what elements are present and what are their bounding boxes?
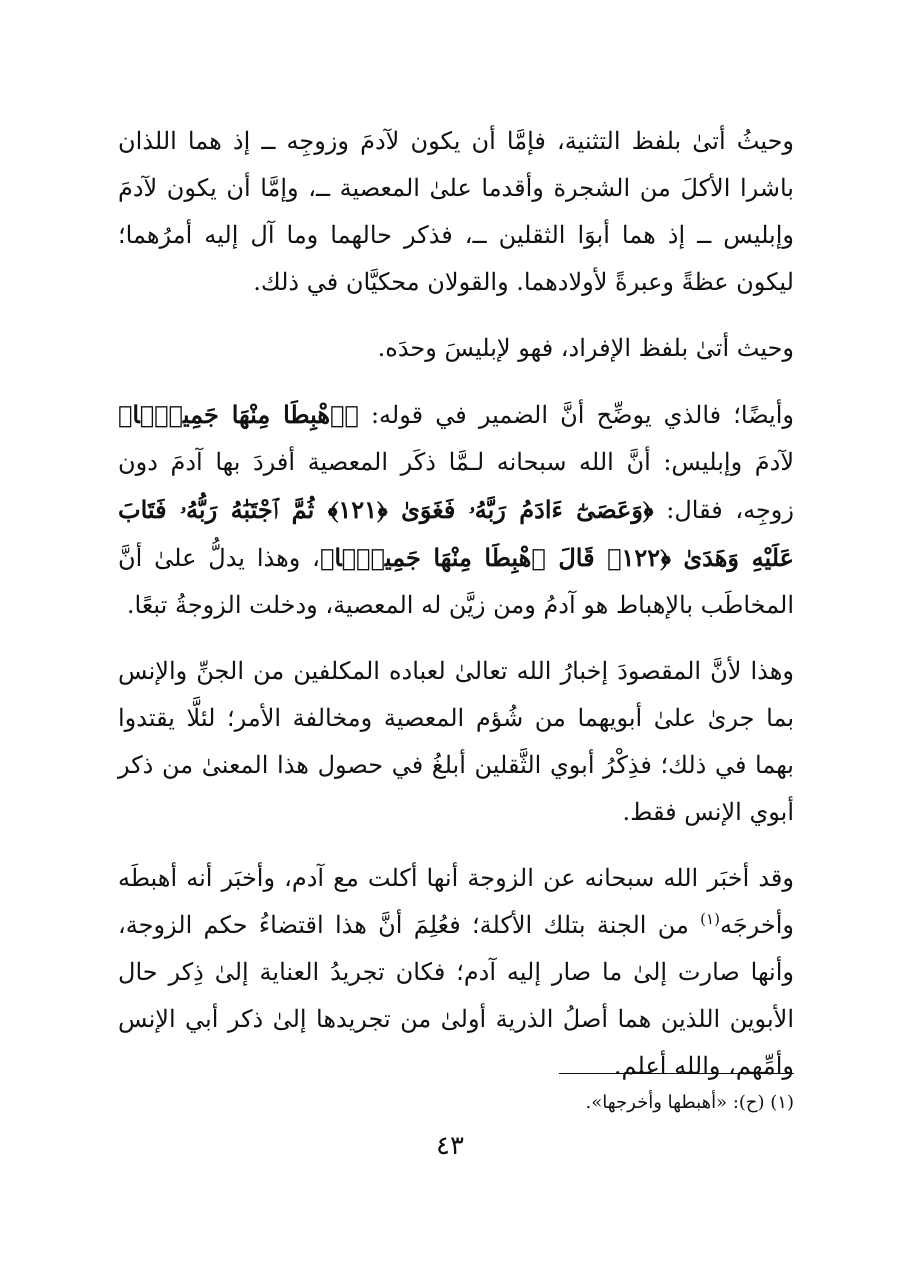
paragraph-5-text-b: من الجنة بتلك الأكلة؛ فعُلِمَ أنَّ هذا اقتضاءُ حكم الزوجة، وأنها صارت إلىٰ ما صار إليه آدم؛ فكان تجريدُ العناية إلىٰ ذِكر حال الأبوين اللذين هما أصلُ الذرية أولىٰ من تجريدها إلىٰ ذكر أبي الإنس وأمِّهم، والله أعلم. [118,911,794,1080]
paragraph-3-text-a: وأيضًا؛ فالذي يوضِّح أنَّ الضمير في قوله: [358,401,794,429]
footnote-1: (١) (ح): «أهبطها وأخرجها». [585,1092,794,1113]
quran-verse-quote-1: ﴿ٱهْبِطَا مِنْهَا جَمِيعًۢا﴾ [118,400,359,429]
footnote-reference-1: (١) [700,910,720,928]
footnote-separator-rule [559,1073,794,1074]
paragraph-3-text-b: لآدمَ وإبليس: أنَّ الله سبحانه لـمَّا ذكَر المعصية أفردَ بها آدمَ دون زوجِه، فقال: [118,448,795,524]
paragraph-5-text-a: وقد أخبَر الله سبحانه عن الزوجة أنها أكلت مع آدم، وأخبَر أنه أهبطَه وأخرجَه [118,864,794,939]
page-number: ٤٣ [436,1131,464,1161]
paragraph-3-text-c: ، وهذا يدلُّ علىٰ أنَّ المخاطَب بالإهباط هو آدمُ ومن زيَّن له المعصية، ودخلت الزوجةُ تبعًا. [118,544,794,619]
paragraph-5 [118,855,794,1090]
paragraph-4: وهذا لأنَّ المقصودَ إخبارُ الله تعالىٰ لعباده المكلفين من الجنِّ والإنس بما جرىٰ علىٰ أبويهما من شُؤم المعصية ومخالفة الأمر؛ لئلَّا يقتدوا بهما في ذلك؛ فذِكْرُ أبوي الثَّقلين أبلغُ في حصول هذا المعنىٰ من ذكر أبوي الإنس فقط. [118,657,794,826]
book-page-body [118,118,794,1109]
quran-verse-quote-2: ﴿وَعَصَىٰٓ ءَادَمُ رَبَّهُۥ فَغَوَىٰ ﴿١٢١﴾ ثُمَّ ٱجْتَبَٰهُ رَبُّهُۥ فَتَابَ عَلَيْهِ وَهَدَىٰ ﴿١٢٢﴾ قَالَ ٱهْبِطَا مِنْهَا جَمِيعًۢا﴾ [118,495,794,572]
paragraph-2: وحيث أتىٰ بلفظ الإفراد، فهو لإبليسَ وحدَه. [377,334,794,362]
paragraph-3 [118,391,794,629]
paragraph-1: وحيثُ أتىٰ بلفظ التثنية، فإمَّا أن يكون لآدمَ وزوجِه ــ إذ هما اللذان باشرا الأكلَ من الشجرة وأقدما علىٰ المعصية ــ، وإمَّا أن يكون لآدمَ وإبليس ــ إذ هما أبوَا الثقلين ــ، فذكر حالهما وما آل إليه أمرُهما؛ ليكون عظةً وعبرةً لأولادهما. والقولان محكيَّان في ذلك. [118,127,794,296]
